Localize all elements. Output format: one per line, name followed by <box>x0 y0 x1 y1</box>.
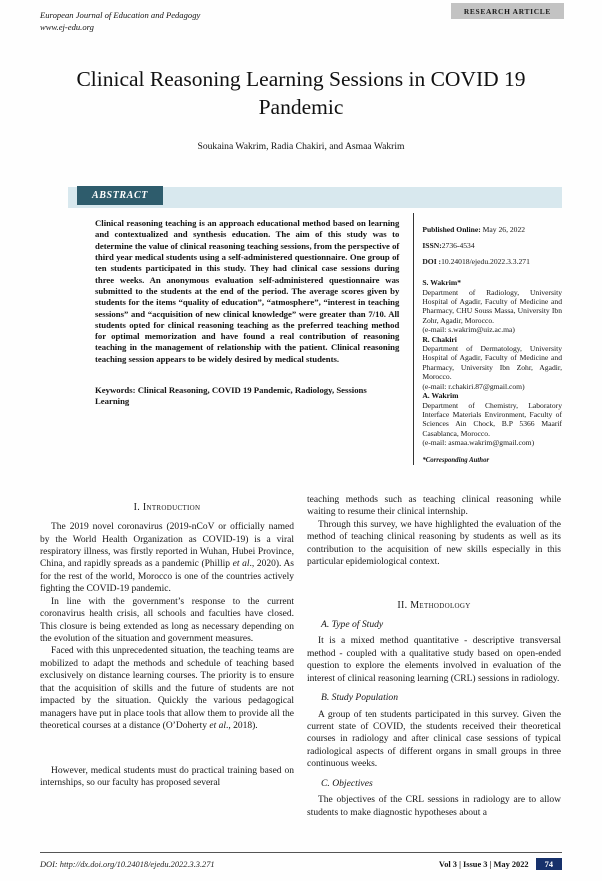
author-affiliation-block <box>422 278 562 334</box>
text-run: B. Study Population <box>321 692 399 704</box>
body-right-column <box>307 494 561 819</box>
publication-meta <box>422 225 562 266</box>
corresponding-author-note: *Corresponding Author <box>422 456 490 464</box>
meta-label: Published Online: <box>422 225 483 234</box>
section-heading <box>307 599 561 612</box>
publication-sidebar <box>414 213 562 465</box>
author-affiliation: Department of Dermatology, University Hospital of Agadir, Faculty of Medicine and Pharmacy, University Ibn Zohr, Agadir, Morocco. <box>422 344 562 382</box>
body-left-column <box>40 494 294 819</box>
author-email: (e-mail: r.chakiri.87@gmail.com) <box>422 381 525 391</box>
text-run: Faced with this unprecedented situation, the teaching teams are mobilized to adapt the methods and schedule of teaching based exclusively on distance learning courses. The priority is to ensure that the acquisition of skills and the future of students are not impacted by the situation. Quickly the various pedagogical managers have put in place tools that allow them to provide all the theoretical courses at a distance (O’Doherty <box>40 646 294 732</box>
journal-url[interactable]: www.ej-edu.org <box>40 21 94 32</box>
volume-issue-date: Vol 3 | Issue 3 | May 2022 <box>438 859 529 869</box>
keywords-label: Keywords: <box>95 385 136 396</box>
text-run: II. Methodology <box>397 599 471 611</box>
text-run: I. Introduction <box>133 502 201 513</box>
footer-doi-link[interactable]: DOI: http://dx.doi.org/10.24018/ejedu.2022.3.3.271 <box>40 859 215 869</box>
paragraph-spacer <box>40 733 294 765</box>
text-run: However, medical students must do practical training based on internships, so our faculty has proposed several <box>40 765 294 788</box>
author-name: R. Chakiri <box>422 334 457 344</box>
text-run: The objectives of the CRL sessions in radiology are to allow students to make diagnostic hypotheses about a <box>307 795 561 818</box>
author-name: A. Wakrim <box>422 391 459 401</box>
author-affiliation-block <box>422 391 562 447</box>
text-run: In line with the government’s response to the current coronavirus health crisis, all schools and faculties have closed. This closure is being extended as long as necessary depending on the evolution of the situation and government measures. <box>40 596 294 645</box>
author-affiliations <box>422 278 562 447</box>
publication-meta-line <box>422 257 562 266</box>
body-paragraph <box>40 645 294 732</box>
text-run: et al <box>209 721 226 732</box>
text-run: et al <box>232 559 250 570</box>
paragraph-spacer <box>307 569 561 591</box>
body-paragraph <box>307 635 561 685</box>
abstract-text: Clinical reasoning teaching is an approach educational method based on learning and contextualized and synthesis education. The aim of this study was to determine the value of clinical reasoning teaching sessions, from the perspective of third year medical students using a self-administered questionnaire. One group of ten students participated in this study. They had clinical case sessions during three weeks. An anonymous evaluation self-administered questionnaire was submitted to the students at the end of the period. The average scores given by students for the items “quality of education”, “atmosphere”, “interest in teaching sessions” and “acquisition of new clinical knowledge” were greater than 7/10. All students opted for clinical reasoning teaching as the preferred teaching method for optimal memorization and have found a real contribution of reasoning teaching in the management of relationship with the patient. Clinical reasoning teaching session appears to be widely desired by medical students. <box>95 218 400 364</box>
body-paragraph <box>307 709 561 771</box>
body-two-columns <box>40 494 562 819</box>
research-article-badge: RESEARCH ARTICLE <box>451 3 564 19</box>
authors-line: Soukaina Wakrim, Radia Chakiri, and Asmaa Wakrim <box>197 141 405 152</box>
subsection-heading <box>309 619 561 632</box>
text-run: teaching methods such as teaching clinical reasoning while waiting to resume their clinical internship. <box>307 495 561 518</box>
abstract-section <box>68 187 562 465</box>
keywords-text: Clinical Reasoning, COVID 19 Pandemic, Radiology, Sessions Learning <box>95 385 367 407</box>
footer-issue-info <box>439 858 562 870</box>
meta-value: 2736-4534 <box>441 240 475 250</box>
author-affiliation-block <box>422 335 562 391</box>
text-run: A. Type of Study <box>321 618 384 630</box>
text-run: The 2019 novel coronavirus (2019-nCoV or officially named by the World Health Organization as COVID-19) is a viral respiratory illness, was firstly reported in Wuhan, Hubei Province, China, and rapidly spreads as a pandemic (Phillip <box>40 522 294 570</box>
meta-value: May 26, 2022 <box>482 225 526 234</box>
text-run: A group of ten students participated in this survey. Given the current state of COVID, the students received their theoretical courses in radiology and after clinical case sessions of typical radiological aspects of different organs in small groups in three continuous weeks. <box>307 709 561 770</box>
author-affiliation: Department of Radiology, University Hospital of Agadir, Faculty of Medicine and Pharmacy, CHU Souss Massa, University Ibn Zohr, Agadir, Morocco. <box>422 287 562 325</box>
body-paragraph <box>40 521 294 596</box>
abstract-label: ABSTRACT <box>77 186 163 205</box>
abstract-body <box>68 213 399 465</box>
body-paragraph <box>40 596 294 646</box>
body-paragraph <box>307 519 561 569</box>
keywords-block <box>95 385 399 408</box>
paper-title: Clinical Reasoning Learning Sessions in COVID 19 Pandemic <box>76 67 526 119</box>
publication-meta-line <box>422 225 562 234</box>
text-run: ., 2020). As for the rest of the world, Morocco is one of the countries actively fighting the COVID-19 pandemic. <box>40 559 295 595</box>
footer-divider <box>40 852 562 853</box>
journal-name: European Journal of Education and Pedagogy <box>40 10 201 20</box>
page-number-badge: 74 <box>536 858 562 870</box>
meta-value: 10.24018/ejedu.2022.3.3.271 <box>441 256 530 266</box>
subsection-heading <box>309 778 561 791</box>
abstract-header-strip <box>68 187 562 208</box>
text-run: C. Objectives <box>321 777 373 789</box>
author-name: S. Wakrim* <box>422 278 461 288</box>
section-heading <box>40 501 294 514</box>
text-run: ., 2018). <box>225 721 258 732</box>
subsection-heading <box>309 692 561 705</box>
journal-header <box>40 10 200 33</box>
publication-meta-line <box>422 241 562 250</box>
body-paragraph <box>307 794 561 819</box>
page-footer <box>40 858 562 870</box>
meta-label: DOI : <box>422 256 442 266</box>
author-email: (e-mail: s.wakrim@uiz.ac.ma) <box>422 325 515 335</box>
meta-label: ISSN: <box>422 240 442 250</box>
body-paragraph <box>40 765 294 790</box>
author-email: (e-mail: asmaa.wakrim@gmail.com) <box>422 438 535 448</box>
author-affiliation: Department of Chemistry, Laboratory Interface Materials Environment, Faculty of Sciences Ain Chock, B.P 5366 Maarif Casablanca, Morocco. <box>422 400 562 438</box>
text-run: Through this survey, we have highlighted the evaluation of the method of teaching clinical reasoning by students as well as its contribution to the acquisition of new skills especially in this particular epidemiological context. <box>307 519 561 568</box>
body-paragraph <box>307 494 561 519</box>
text-run: It is a mixed method quantitative - descriptive transversal method - coupled with a qualitative study based on open-ended question to explore the elements involved in evaluation of the interest of clinical reasoning learning (CRL) sessions in radiology. <box>307 636 561 684</box>
